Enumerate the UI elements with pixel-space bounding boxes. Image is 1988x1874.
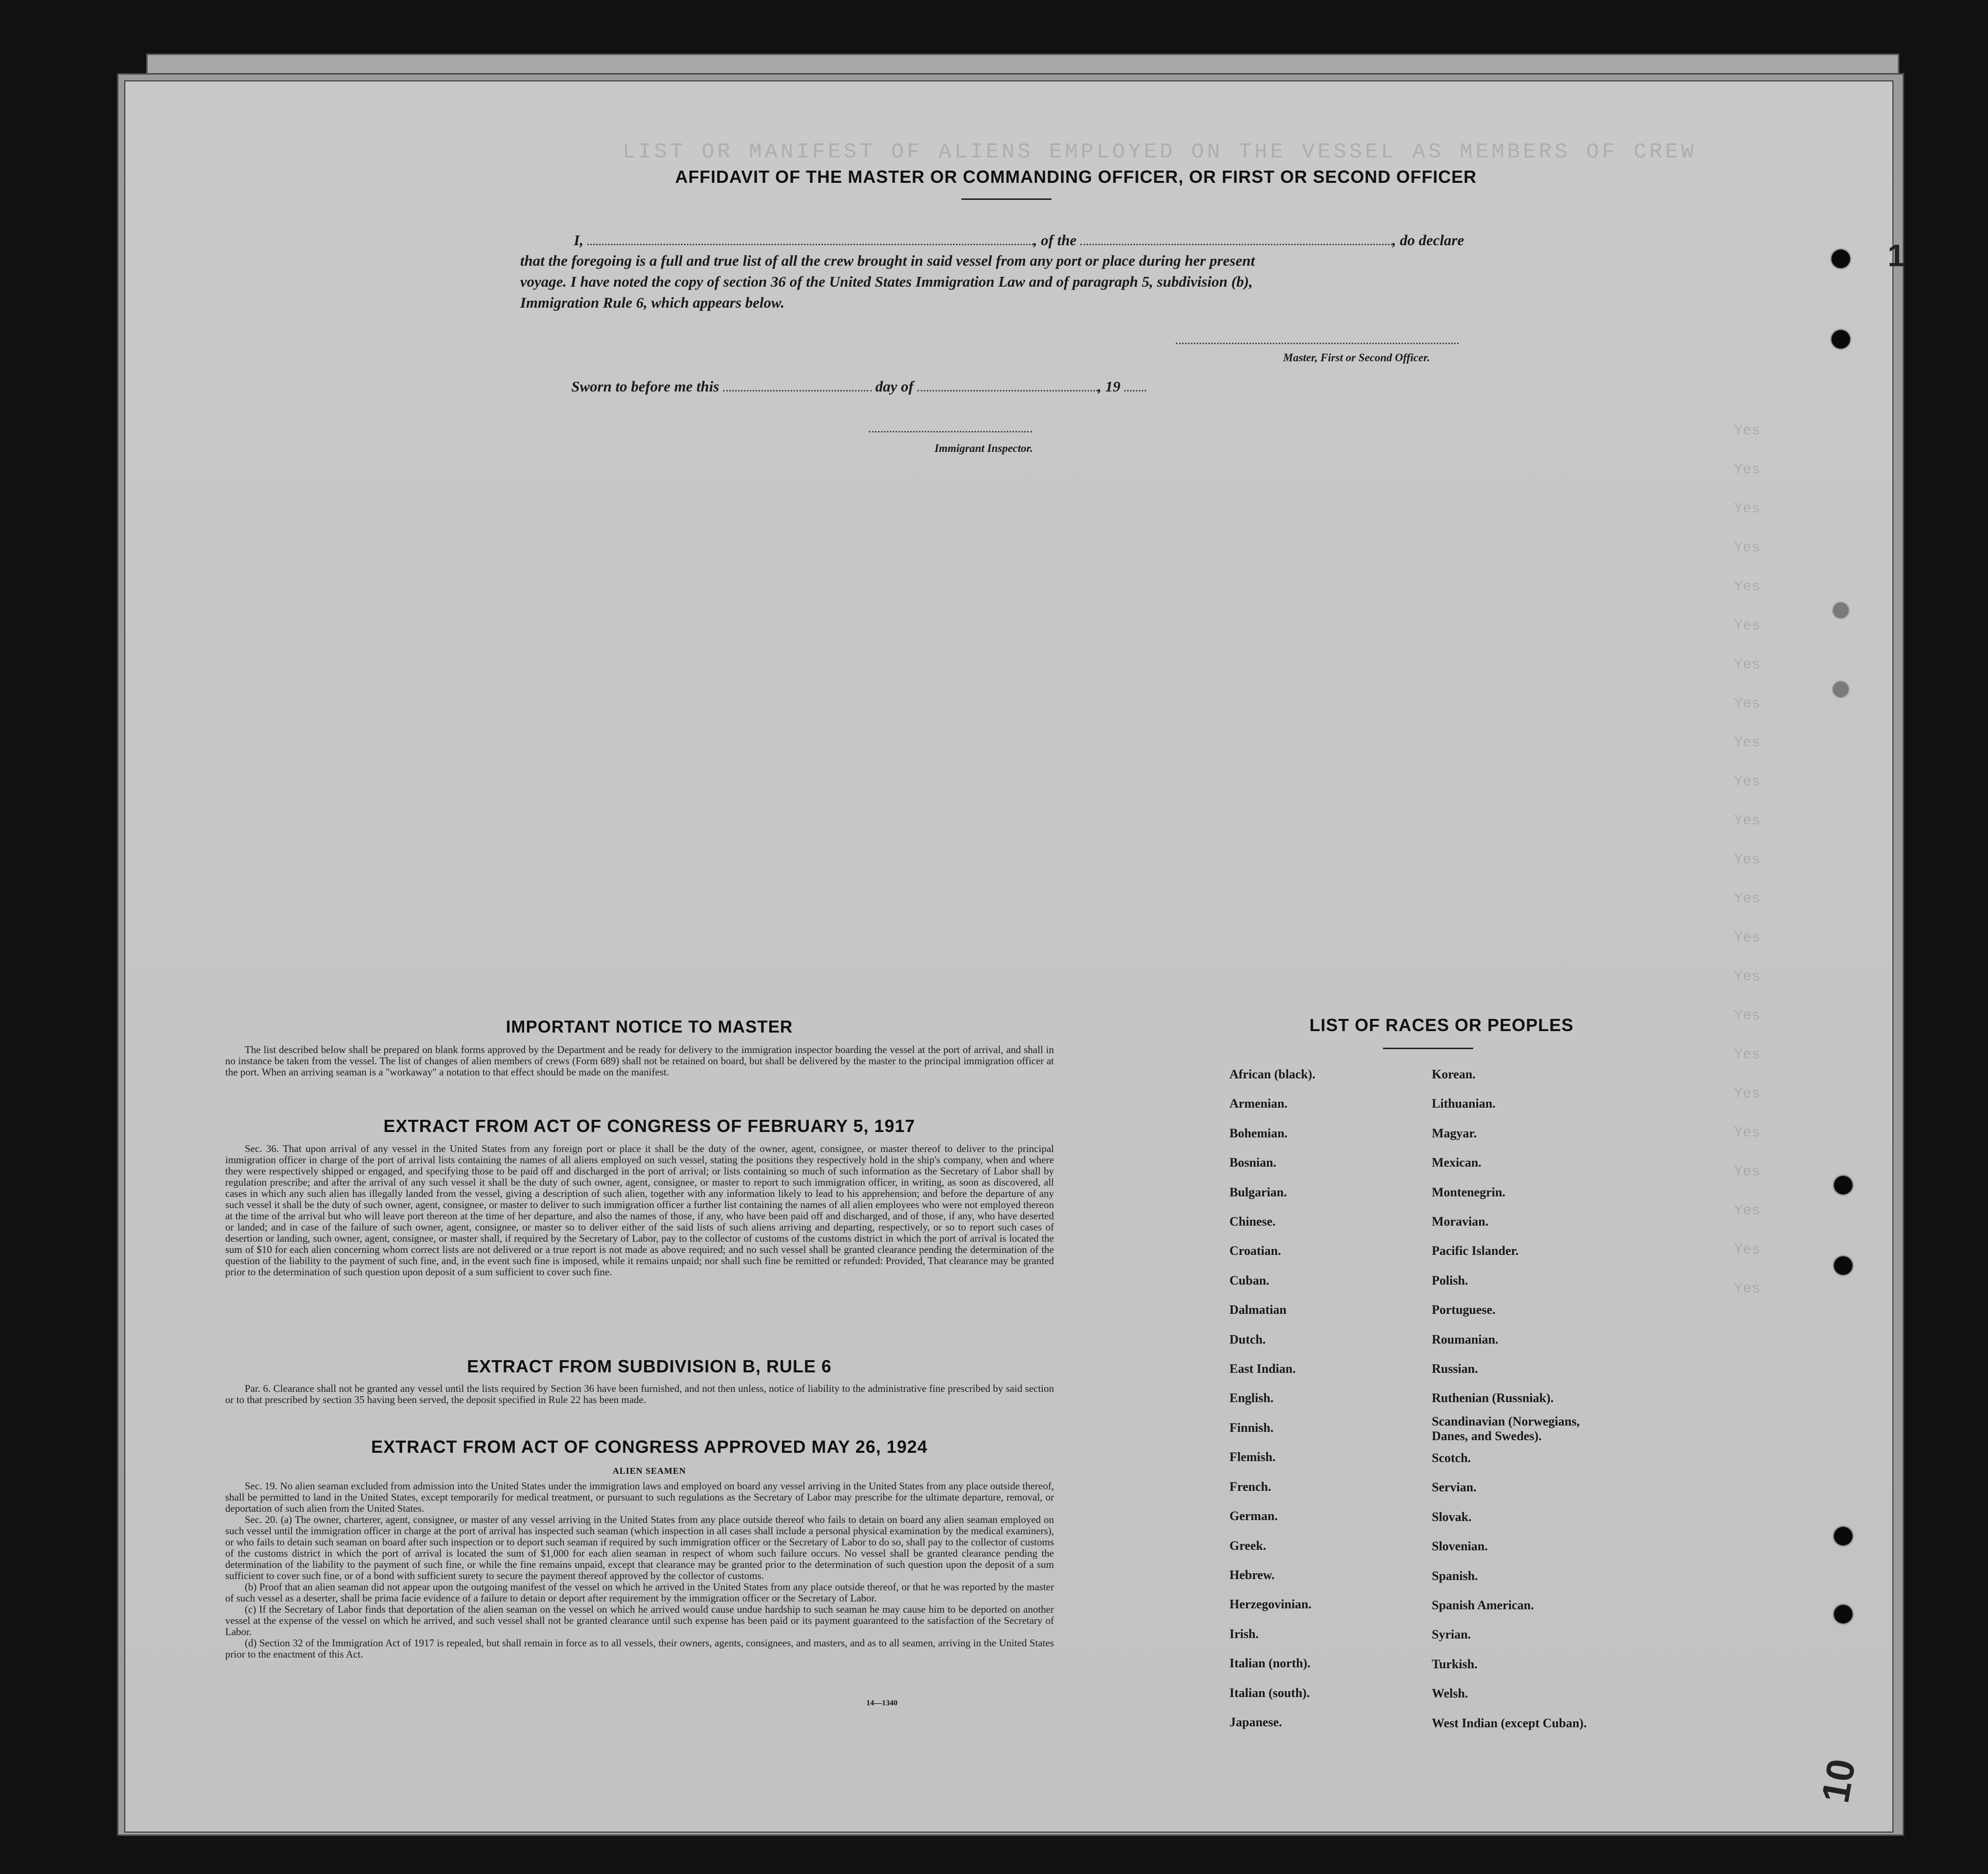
race-item: Turkish.: [1432, 1657, 1478, 1671]
affidavit-title: AFFIDAVIT OF THE MASTER OR COMMANDING OFFICER, OR FIRST OR SECOND OFFICER: [675, 167, 1477, 187]
declarant-name-field[interactable]: [587, 244, 1033, 245]
act-1924-sec-20c: (c) If the Secretary of Labor finds that deportation of the alien seaman on the vessel on which he arrived would cause undue hardship to such seaman he may cause him to be deported on another vessel at the expense of the vessel on which he arrived, and such vessel shall not be granted clearance until such expense has been paid or its payment guaranteed to the satisfaction of the Secretary of Labor.: [225, 1603, 1054, 1638]
master-signature-field[interactable]: [1176, 343, 1459, 344]
manifest-page: [124, 80, 1905, 1833]
race-item: Herzegovinian.: [1229, 1597, 1312, 1612]
ghost-row: Yes: [1734, 696, 1761, 712]
race-item: Russian.: [1432, 1362, 1478, 1376]
inspector-signature-label: Immigrant Inspector.: [935, 442, 1033, 454]
race-item: Roumanian.: [1432, 1332, 1499, 1347]
ghost-row: Yes: [1734, 462, 1761, 478]
sworn-day-field[interactable]: [723, 390, 872, 391]
affidavit-line-1: [574, 232, 1464, 249]
sworn-month-field[interactable]: [917, 390, 1098, 391]
race-item: English.: [1229, 1391, 1274, 1406]
race-item: Welsh.: [1432, 1686, 1468, 1701]
races-right-column: [1432, 1060, 1607, 1738]
race-item: Dalmatian: [1229, 1303, 1286, 1317]
ghost-row: Yes: [1734, 1125, 1761, 1141]
page-number-mark: 1: [1888, 238, 1905, 273]
race-item: Moravian.: [1432, 1214, 1489, 1229]
act-1924-sec-19: Sec. 19. No alien seaman excluded from admission into the United States under the immigration laws and employed on board any vessel arriving in the United States from any place outside thereof, shall be permitted to land in the United States, except temporarily for medical treatment, or pursuant to such regulations as the Secretary of Labor may prescribe for the ultimate departure, removal, or deportation of such alien from the United States.: [225, 1480, 1054, 1514]
race-item: Montenegrin.: [1432, 1185, 1505, 1199]
race-item: West Indian (except Cuban).: [1432, 1716, 1587, 1730]
race-item: Spanish American.: [1432, 1598, 1534, 1612]
race-item: East Indian.: [1229, 1362, 1296, 1376]
race-item: Spanish.: [1432, 1568, 1478, 1583]
vessel-name-field[interactable]: [1080, 244, 1392, 245]
binder-hole: [1832, 330, 1850, 349]
race-item: Syrian.: [1432, 1627, 1471, 1642]
ghost-row: Yes: [1734, 1281, 1761, 1297]
act-1924-sec-20b: (b) Proof that an alien seaman did not appear upon the outgoing manifest of the vessel on which he arrived in the United States from any place outside thereof, or that he was reported by the master of such vessel as a deserter, shall be prima facie evidence of a failure to detain or deport after requirement by the immigration officer or the Secretary of Labor.: [225, 1581, 1054, 1604]
race-item: Korean.: [1432, 1067, 1476, 1081]
race-item: Bohemian.: [1229, 1126, 1288, 1140]
race-item: Italian (north).: [1229, 1656, 1311, 1671]
year-label: , 19: [1097, 378, 1121, 395]
sworn-label: Sworn to before me this: [571, 378, 720, 395]
race-item: Scotch.: [1432, 1450, 1471, 1465]
binder-hole: [1834, 1605, 1852, 1623]
ghost-row: Yes: [1734, 657, 1761, 673]
act-1924-sec-20a: Sec. 20. (a) The owner, charterer, agent, consignee, or master of any vessel arriving in the United States from any place outside thereof who fails to detain on board any alien seaman employed on such vessel until the immigration officer in charge at the port of arrival has inspected such seaman (which inspection in all cases shall include a personal physical examination by the medical examiners), or who fails to detain such seaman on board after such inspection or to deport such seaman if required by such immigration officer or the Secretary of Labor to do so, shall pay to the collector of customs of the customs district in which the port of arrival is located the sum of $1,000 for each alien seaman in respect of whom such failure occurs. No vessel shall be granted clearance pending the determination of the liability to the payment of such fine, or while the fine remains unpaid, except that clearance may be granted prior to the determination of such question upon the deposit of a sum sufficient to cover such fine, or of a bond with sufficient surety to secure the payment thereof approved by the collector of customs.: [225, 1514, 1054, 1581]
affidavit-line-2: that the foregoing is a full and true list of all the crew brought in said vessel from any port or place during her present: [520, 252, 1255, 269]
act-1924-body: [225, 1481, 1054, 1660]
ghost-row: Yes: [1734, 1164, 1761, 1180]
sworn-line: [571, 378, 1146, 395]
binder-hole: [1833, 682, 1848, 697]
races-title-rule: [1383, 1048, 1473, 1049]
affidavit-line-4: Immigration Rule 6, which appears below.: [520, 294, 785, 311]
race-item: Magyar.: [1432, 1126, 1477, 1140]
binder-hole: [1834, 1527, 1852, 1545]
ghost-row: Yes: [1734, 735, 1761, 751]
ghost-row: Yes: [1734, 540, 1761, 556]
notice-body: [225, 1044, 1054, 1078]
race-item: Portuguese.: [1432, 1303, 1496, 1317]
binder-hole: [1834, 1176, 1852, 1194]
race-item: Dutch.: [1229, 1332, 1266, 1347]
race-item: Chinese.: [1229, 1214, 1276, 1229]
ghost-row: Yes: [1734, 1047, 1761, 1063]
ghost-row: Yes: [1734, 969, 1761, 985]
race-item: Irish.: [1229, 1626, 1259, 1641]
ghost-row: Yes: [1734, 1203, 1761, 1219]
races-left-column: [1229, 1060, 1315, 1737]
ghost-header: LIST OR MANIFEST OF ALIENS EMPLOYED ON THE VESSEL AS MEMBERS OF CREW: [623, 140, 1697, 164]
race-item: Ruthenian (Russniak).: [1432, 1391, 1554, 1406]
binder-hole: [1832, 250, 1850, 268]
ghost-row: Yes: [1734, 891, 1761, 907]
rule-6-body: [225, 1383, 1054, 1406]
ghost-row: Yes: [1734, 774, 1761, 790]
race-item: Bosnian.: [1229, 1155, 1277, 1170]
race-item: Polish.: [1432, 1273, 1468, 1288]
race-item: Greek.: [1229, 1538, 1267, 1553]
race-item: Japanese.: [1229, 1715, 1282, 1729]
race-item: Armenian.: [1229, 1096, 1288, 1111]
binder-hole: [1833, 603, 1848, 618]
declarant-prefix: I,: [574, 232, 584, 249]
act-1917-sec-36: Sec. 36. That upon arrival of any vessel in the United States from any foreign port or place it shall be the duty of the owner, agent, consignee, or master thereof to deliver to the principal immigration officer in charge of the port of arrival lists containing the names of all aliens employed on such vessel, stating the positions they respectively hold in the ship's company, when and where they were respectively shipped or engaged, and specifying those to be paid off and discharged in the port of arrival; or lists containing so much of such information as the Secretary of Labor shall by regulation prescribe; and after the arrival of any such vessel it shall be the duty of such owner, agent, consignee, or master to report to such immigration officer, in writing, as soon as discovered, all cases in which any such alien has illegally landed from the vessel, giving a description of such alien, together with any information likely to lead to his apprehension; and before the departure of any such vessel it shall be the duty of such owner, agent, consignee, or master to deliver to such immigration officer a further list containing the names of all alien employees who were not employed thereon at the time of the arrival but who will leave port thereon at the time of her departure, and also the names of those, if any, who have been paid off and discharged, and of those, if any, who have deserted or landed; and in case of the failure of such owner, agent, consignee, or master so to deliver either of the said lists of such aliens arriving and departing, respectively, or so to report such cases of desertion or landing, such owner, agent, consignee, or master shall, if required by the Secretary of Labor, pay to the collector of customs of the customs district in which the port of arrival is located the sum of $10 for each alien concerning whom correct lists are not delivered or a true report is not made as above required; and no such vessel shall be granted clearance pending the determination of the question of the liability to the payment of such fine, and, in the event such fine is imposed, while it remains unpaid; nor shall such fine be remitted or refunded: Provided, That clearance may be granted prior to the determination of such question upon deposit of a sum sufficient to cover such fine.: [225, 1143, 1054, 1278]
ghost-row: Yes: [1734, 852, 1761, 868]
race-item: Hebrew.: [1229, 1567, 1275, 1582]
race-item: Lithuanian.: [1432, 1096, 1496, 1111]
race-item: Finnish.: [1229, 1420, 1274, 1435]
ghost-row: Yes: [1734, 618, 1761, 634]
ghost-row: Yes: [1734, 501, 1761, 517]
act-1924-subtitle: ALIEN SEAMEN: [612, 1466, 686, 1476]
act-1917-title: EXTRACT FROM ACT OF CONGRESS OF FEBRUARY 5, 1917: [383, 1116, 916, 1136]
notice-paragraph: The list described below shall be prepared on blank forms approved by the Department and be ready for delivery to the immigration inspector boarding the vessel at the port of arrival, and shall in no instance be taken from the vessel. The list of changes of alien members of crews (Form 689) shall not be retained on board, but shall be delivered by the master to the principal immigration officer at the port. When an arriving seaman is a "workaway" a notation to that effect should be made on the manifest.: [225, 1044, 1054, 1078]
race-item: Italian (south).: [1229, 1685, 1310, 1700]
master-signature-label: Master, First or Second Officer.: [1283, 351, 1430, 364]
race-item: Croatian.: [1229, 1244, 1281, 1258]
binder-hole: [1834, 1256, 1852, 1275]
race-item: Scandinavian (Norwegians, Danes, and Swedes).: [1432, 1414, 1580, 1443]
ghost-row: Yes: [1734, 1086, 1761, 1102]
race-item: Cuban.: [1229, 1273, 1269, 1288]
inspector-signature-field[interactable]: [869, 431, 1032, 432]
race-item: African (black).: [1229, 1067, 1316, 1081]
act-1924-sec-20d: (d) Section 32 of the Immigration Act of 1917 is repealed, but shall remain in force as to all vessels, their owners, agents, consignees, and masters, and as to all seamen, arriving in the United States prior to the enactment of this Act.: [225, 1637, 1054, 1660]
notice-title: IMPORTANT NOTICE TO MASTER: [506, 1017, 793, 1036]
ghost-row: Yes: [1734, 1242, 1761, 1258]
race-item: Mexican.: [1432, 1155, 1481, 1170]
affidavit-line-3: voyage. I have noted the copy of section 36 of the United States Immigration Law and of paragraph 5, subdivision (b),: [520, 273, 1253, 290]
race-item: Slovenian.: [1432, 1539, 1488, 1554]
races-title: LIST OF RACES OR PEOPLES: [1309, 1015, 1574, 1035]
race-item: Bulgarian.: [1229, 1185, 1287, 1199]
race-item: German.: [1229, 1509, 1278, 1523]
race-item: Servian.: [1432, 1480, 1477, 1495]
affidavit-title-rule: [961, 198, 1052, 200]
act-1917-body: [225, 1143, 1054, 1278]
ghost-row: Yes: [1734, 1008, 1761, 1024]
ghost-row: Yes: [1734, 423, 1761, 439]
form-number: 14—1340: [866, 1699, 897, 1707]
declare-label: , do declare: [1392, 232, 1464, 249]
rule-6-par-6: Par. 6. Clearance shall not be granted any vessel until the lists required by Section 36 have been furnished, and not then unless, notice of liability to the administrative fine prescribed by said section or to that prescribed by section 35 having been served, the deposit specified in Rule 22 has been made.: [225, 1383, 1054, 1406]
rule-6-title: EXTRACT FROM SUBDIVISION B, RULE 6: [467, 1356, 832, 1376]
race-item: Slovak.: [1432, 1509, 1472, 1524]
sworn-year-field[interactable]: [1124, 390, 1146, 391]
race-item: Flemish.: [1229, 1450, 1276, 1464]
ghost-row: Yes: [1734, 930, 1761, 946]
race-item: Pacific Islander.: [1432, 1244, 1519, 1258]
act-1924-title: EXTRACT FROM ACT OF CONGRESS APPROVED MAY 26, 1924: [371, 1437, 928, 1457]
ghost-row: Yes: [1734, 579, 1761, 595]
of-the-label: , of the: [1033, 232, 1077, 249]
ghost-row: Yes: [1734, 813, 1761, 829]
race-item: French.: [1229, 1479, 1271, 1494]
sheet-number-mark: 10: [1813, 1756, 1864, 1806]
day-of-label: day of: [875, 378, 914, 395]
